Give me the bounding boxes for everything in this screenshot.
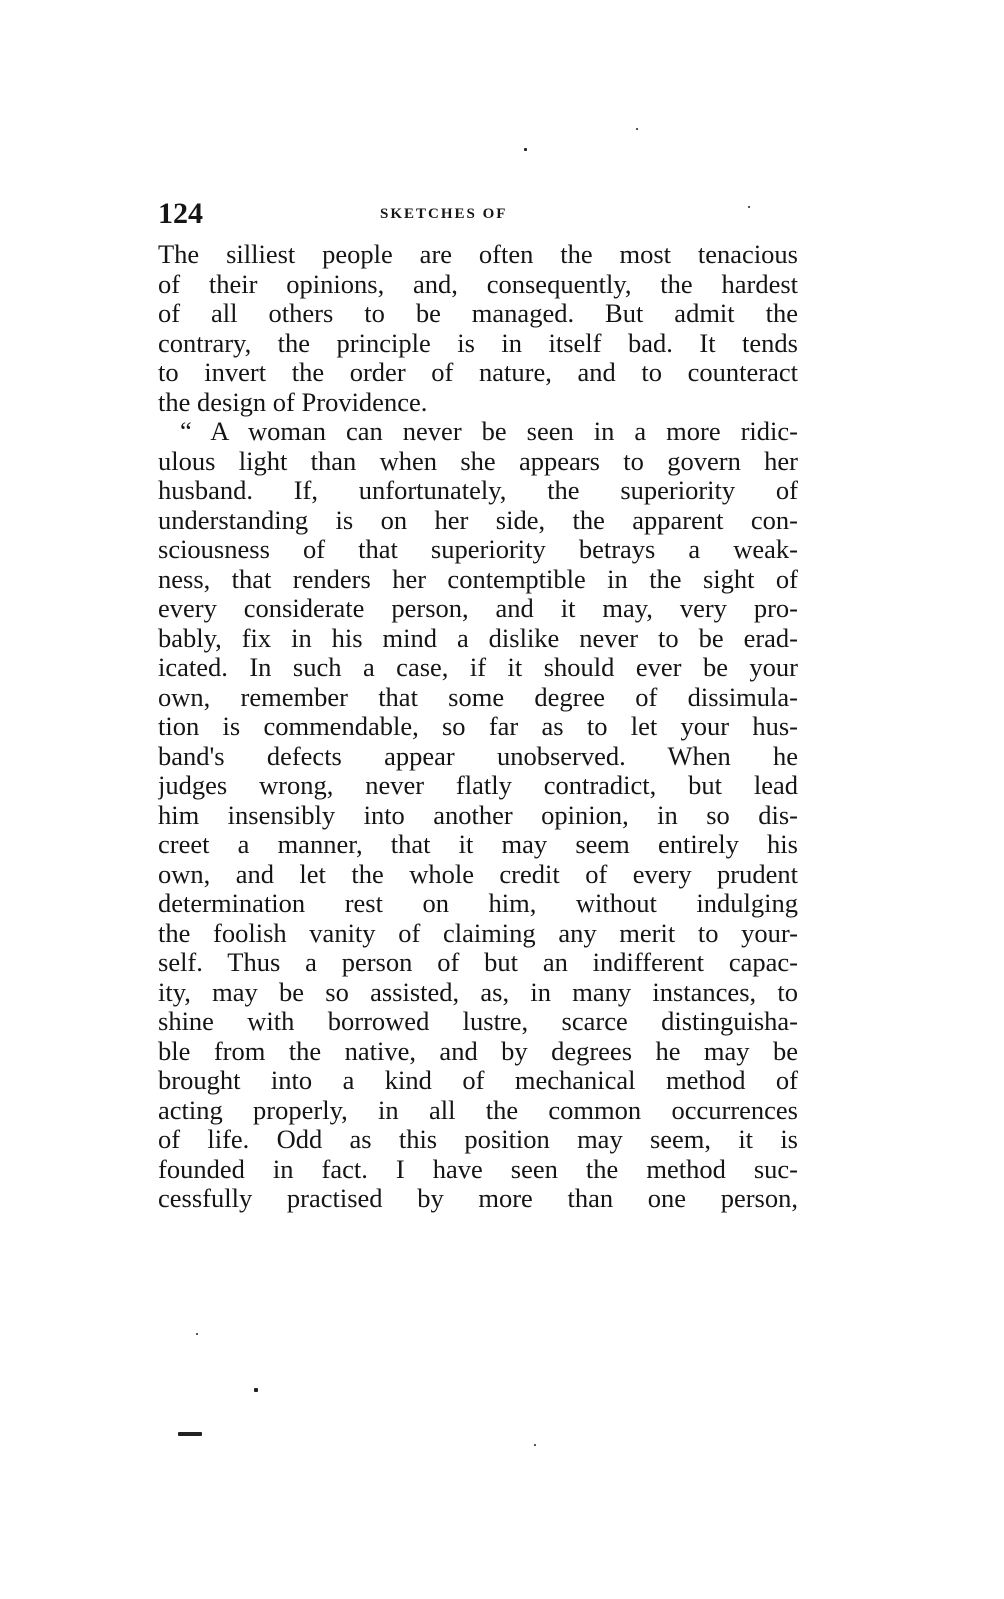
text-line: the design of Providence.: [158, 387, 428, 417]
text-line: acting properly, in all the common occurrences: [158, 1095, 798, 1125]
page-number: 124: [158, 197, 203, 230]
text-line: sciousness of that superiority betrays a weak-: [158, 535, 798, 564]
text-line: creet a manner, that it may seem entirely his: [158, 830, 798, 859]
text-line: own, and let the whole credit of every prudent: [158, 859, 798, 889]
scan-speck: [524, 148, 527, 151]
text-line: to invert the order of nature, and to counteract: [158, 358, 798, 387]
text-line: understanding is on her side, the apparent con-: [158, 505, 798, 535]
text-line: ble from the native, and by degrees he may be: [158, 1036, 798, 1066]
text-line: determination rest on him, without indulging: [158, 889, 798, 918]
text-line: brought into a kind of mechanical method of: [158, 1066, 798, 1095]
text-line: of life. Odd as this position may seem, it is: [158, 1125, 798, 1154]
text-line: icated. In such a case, if it should ever be your: [158, 653, 798, 682]
text-line: ness, that renders her contemptible in the sight of: [158, 564, 798, 594]
text-line: cessfully practised by more than one person,: [158, 1184, 798, 1213]
body-text: [158, 240, 798, 1214]
text-line: own, remember that some degree of dissimula-: [158, 682, 798, 712]
paragraph: [158, 417, 798, 1214]
scan-speck: [254, 1388, 258, 1392]
text-line: bably, fix in his mind a dislike never to be erad-: [158, 623, 798, 653]
text-line: him insensibly into another opinion, in so dis-: [158, 800, 798, 830]
text-line: ity, may be so assisted, as, in many instances, to: [158, 977, 798, 1007]
running-head: SKETCHES OF: [380, 206, 508, 222]
page-header: [158, 196, 798, 236]
text-line: every considerate person, and it may, very pro-: [158, 594, 798, 623]
text-line: “ A woman can never be seen in a more ridic-: [180, 417, 798, 446]
text-line: of all others to be managed. But admit the: [158, 299, 798, 328]
text-line: contrary, the principle is in itself bad. It tends: [158, 328, 798, 358]
text-line: the foolish vanity of claiming any merit to your-: [158, 918, 798, 948]
text-line: band's defects appear unobserved. When he: [158, 741, 798, 771]
text-line: tion is commendable, so far as to let your hus-: [158, 712, 798, 741]
scan-speck: [534, 1444, 536, 1446]
text-line: of their opinions, and, consequently, the hardest: [158, 269, 798, 299]
text-line: husband. If, unfortunately, the superiority of: [158, 476, 798, 505]
scan-speck: [636, 128, 638, 130]
text-line: self. Thus a person of but an indifferent capac-: [158, 948, 798, 977]
scan-speck: [748, 206, 750, 208]
paragraph: [158, 240, 798, 417]
scan-speck: [196, 1333, 198, 1335]
scan-speck: [178, 1432, 202, 1436]
text-line: shine with borrowed lustre, scarce distinguisha-: [158, 1007, 798, 1036]
text-line: ulous light than when she appears to govern her: [158, 446, 798, 476]
text-line: The silliest people are often the most tenacious: [158, 240, 798, 269]
text-line: judges wrong, never flatly contradict, but lead: [158, 771, 798, 800]
text-line: founded in fact. I have seen the method suc-: [158, 1154, 798, 1184]
